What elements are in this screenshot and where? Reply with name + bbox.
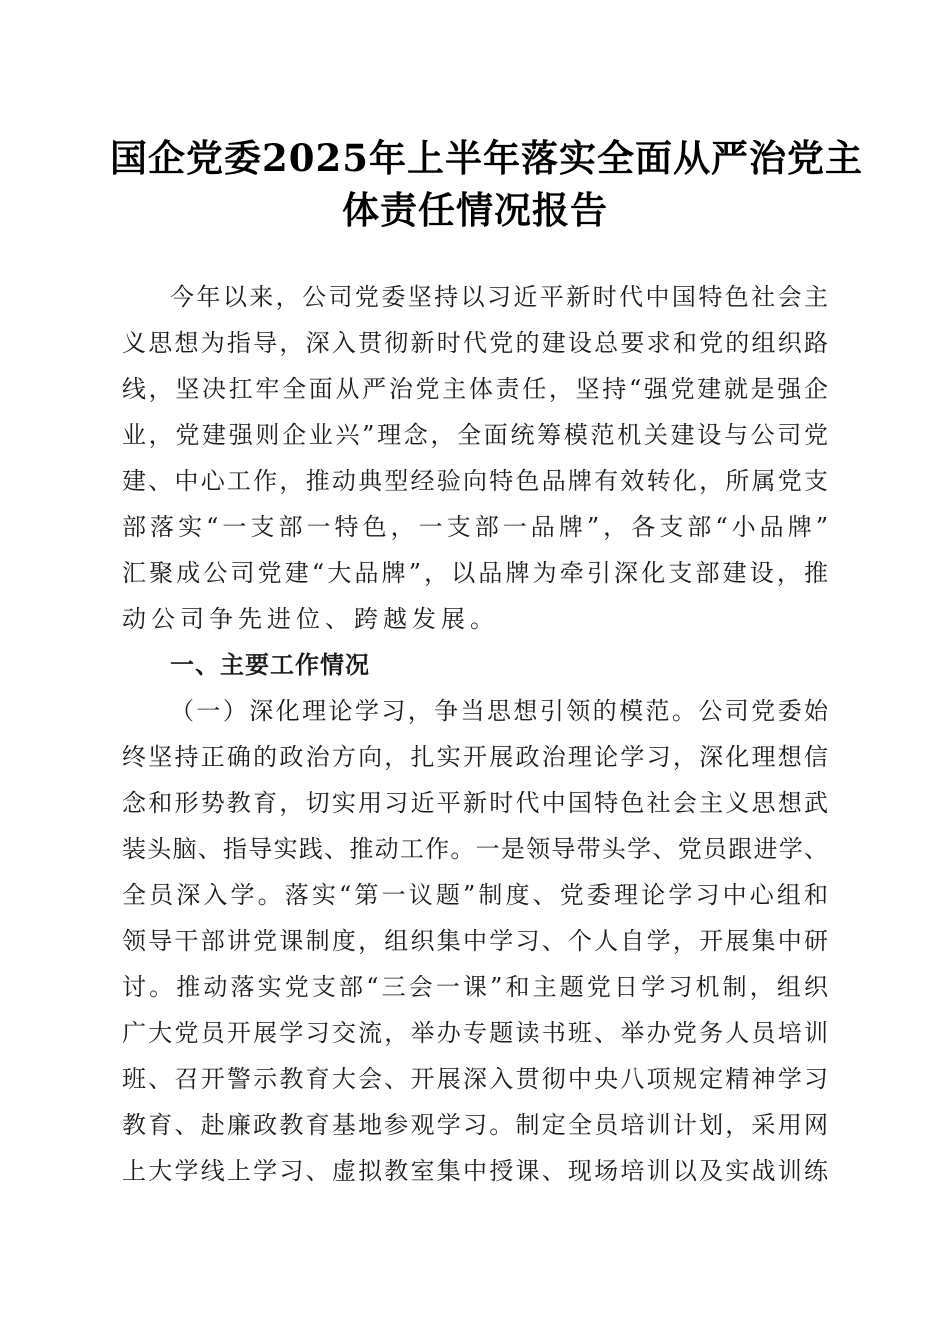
title-line-1: 国企党委2025年上半年落实全面从严治党主 [110, 136, 863, 180]
paragraph-line: 讨。推动落实党支部“三会一课”和主题党日学习机制，组织 [122, 973, 828, 1001]
paragraph-line: （一）深化理论学习，争当思想引领的模范。公司党委始 [170, 697, 828, 725]
paragraph-line: 义思想为指导，深入贯彻新时代党的建设总要求和党的组织路 [122, 329, 828, 357]
paragraph-line: 终坚持正确的政治方向，扎实开展政治理论学习，深化理想信 [122, 743, 828, 771]
paragraph-line: 装头脑、指导实践、推动工作。一是领导带头学、党员跟进学、 [122, 835, 828, 863]
paragraph-line: 线，坚决扛牢全面从严治党主体责任，坚持“强党建就是强企 [122, 375, 828, 403]
paragraph-line: 全员深入学。落实“第一议题”制度、党委理论学习中心组和 [122, 881, 828, 909]
paragraph-line: 念和形势教育，切实用习近平新时代中国特色社会主义思想武 [122, 789, 828, 817]
paragraph-line: 汇聚成公司党建“大品牌”，以品牌为牵引深化支部建设，推 [122, 559, 828, 587]
paragraph-line: 领导干部讲党课制度，组织集中学习、个人自学，开展集中研 [122, 927, 828, 955]
section-heading: 一、主要工作情况 [170, 651, 370, 679]
paragraph-line: 广大党员开展学习交流，举办专题读书班、举办党务人员培训 [122, 1019, 828, 1047]
paragraph-line: 教育、赴廉政教育基地参观学习。制定全员培训计划，采用网 [122, 1111, 828, 1139]
paragraph-line: 建、中心工作，推动典型经验向特色品牌有效转化，所属党支 [122, 467, 828, 495]
paragraph-line: 今年以来，公司党委坚持以习近平新时代中国特色社会主 [170, 283, 828, 311]
paragraph-line: 业，党建强则企业兴”理念，全面统筹模范机关建设与公司党 [122, 421, 828, 449]
paragraph-line: 部落实“一支部一特色，一支部一品牌”，各支部“小品牌” [122, 513, 828, 541]
paragraph-line: 动公司争先进位、跨越发展。 [122, 605, 499, 633]
paragraph-line: 上大学线上学习、虚拟教室集中授课、现场培训以及实战训练 [122, 1157, 828, 1185]
title-line-2: 体责任情况报告 [342, 188, 608, 232]
paragraph-line: 班、召开警示教育大会、开展深入贯彻中央八项规定精神学习 [122, 1065, 828, 1093]
